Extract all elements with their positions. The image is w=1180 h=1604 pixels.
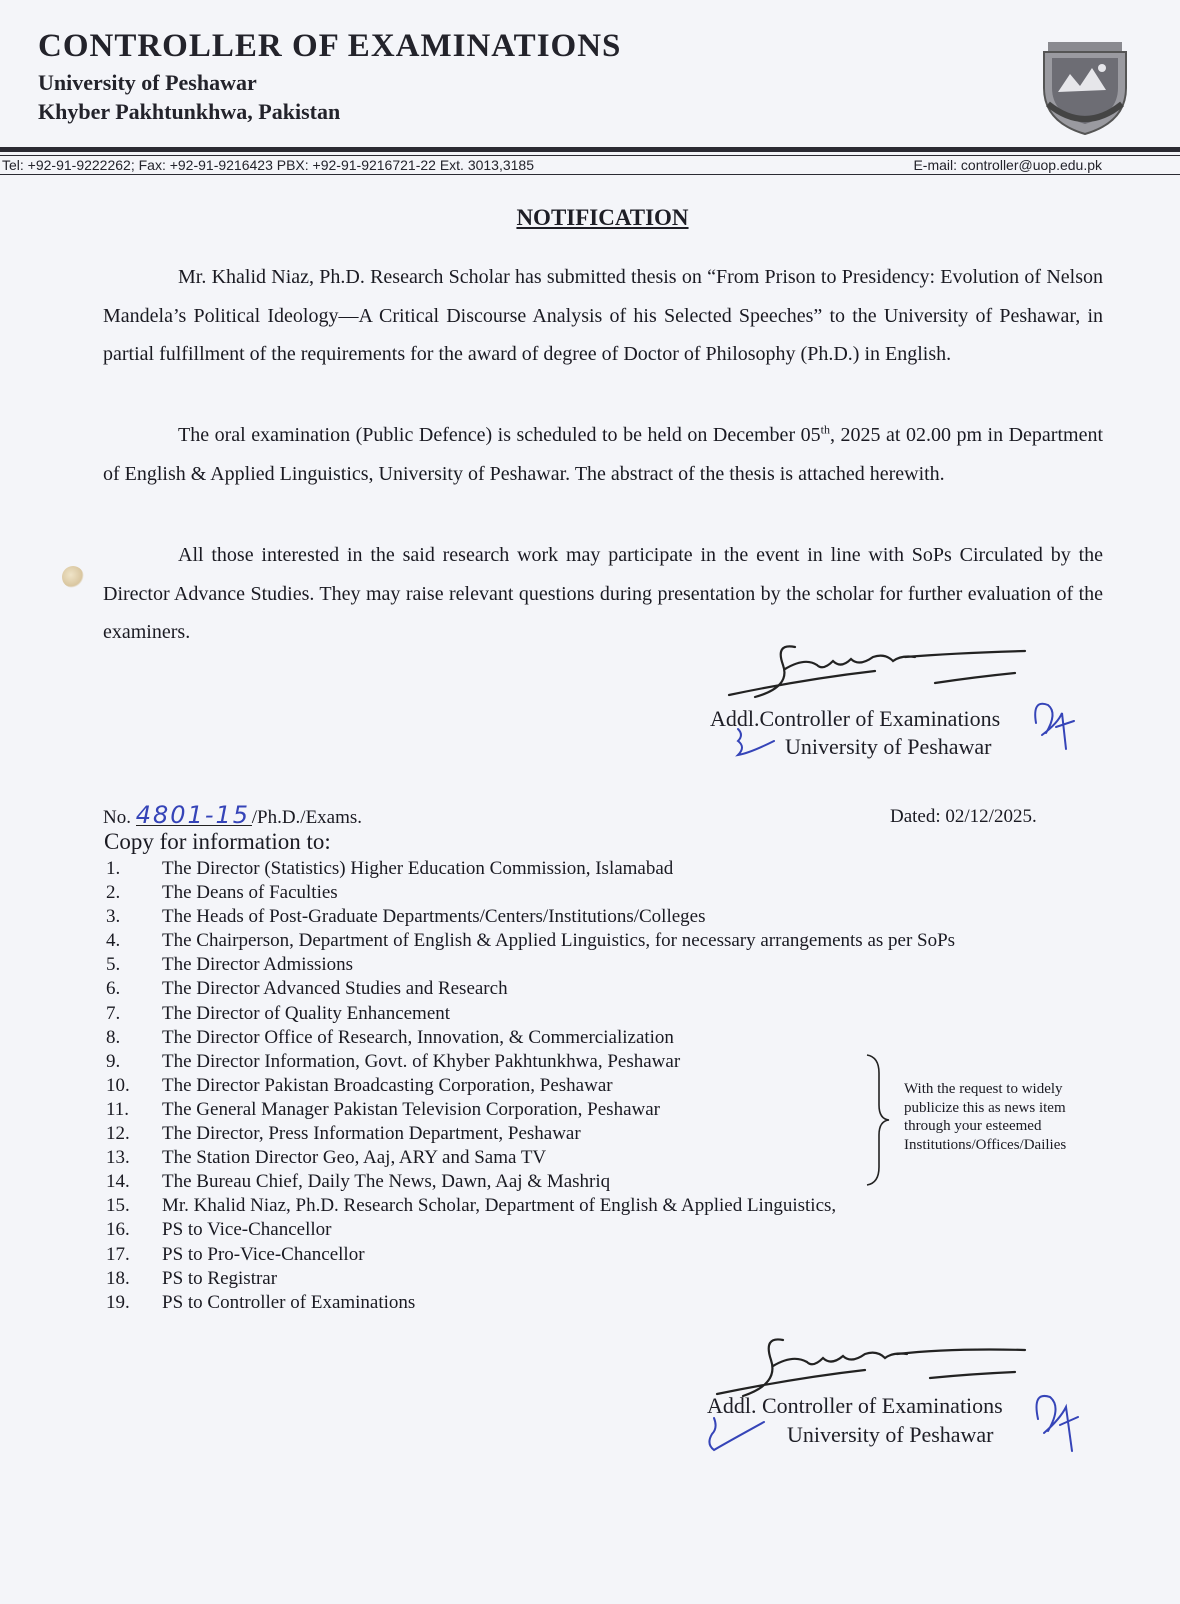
paragraph-thesis — [103, 258, 1103, 374]
date-line: Dated: 02/12/2025. — [890, 806, 1037, 827]
paragraph-thesis-text: Mr. Khalid Niaz, Ph.D. Research Scholar has submitted thesis on “From Prison to Presidency: Evolution of Nelson Mandela’s Political Ideology—A Critical Discourse Analysis of his Selected Speeches” to the University of Peshawar, in partial fulfillment of the requirements for the award of degree of Doctor of Philosophy (Ph.D.) in English. — [103, 266, 1103, 365]
copy-item-number: 6. — [106, 978, 121, 1000]
paragraph-defence-text-b: , 2025 at 02.00 pm in Department of English & Applied Linguistics, University of Peshawar. The abstract of the thesis is attached herewith. — [103, 424, 1104, 485]
copy-item-text: The Station Director Geo, Aaj, ARY and Sama TV — [162, 1147, 547, 1169]
signature-1-institution: University of Peshawar — [785, 734, 992, 759]
right-brace-icon — [865, 1053, 891, 1187]
copy-item-text: The Director Pakistan Broadcasting Corporation, Peshawar — [162, 1074, 613, 1096]
copy-item-number: 2. — [106, 882, 121, 904]
copy-item-text: The Director Admissions — [162, 954, 354, 976]
copy-list-item — [106, 977, 955, 1001]
copy-list-item — [106, 1243, 955, 1267]
copy-list-item — [106, 1170, 955, 1194]
copy-list-item — [106, 929, 955, 953]
copy-item-text: The Director (Statistics) Higher Education Commission, Islamabad — [162, 858, 674, 879]
reference-prefix: No. — [103, 807, 131, 828]
reference-suffix: /Ph.D./Exams. — [251, 807, 363, 828]
copy-item-number: 15. — [106, 1195, 130, 1217]
copy-item-number: 19. — [106, 1291, 130, 1313]
copy-item-text: PS to Registrar — [162, 1267, 278, 1289]
paragraph-defence-text-a: The oral examination (Public Defence) is scheduled to be held on December 05 — [178, 424, 821, 446]
copy-list-item — [106, 1002, 955, 1026]
province-country: Khyber Pakhtunkhwa, Pakistan — [38, 99, 341, 124]
header-rule-thick — [0, 147, 1180, 152]
copy-item-text: The Director Information, Govt. of Khyber Pakhtunkhwa, Peshawar — [162, 1050, 681, 1072]
paper-stain — [62, 566, 84, 588]
copy-item-text: The Director of Quality Enhancement — [162, 1002, 451, 1024]
copy-list-item — [106, 1267, 955, 1291]
copy-item-number: 10. — [106, 1074, 130, 1096]
copy-list — [106, 857, 955, 1315]
copy-list-item — [106, 881, 955, 905]
copy-item-number: 13. — [106, 1147, 130, 1169]
header-rule-thin — [0, 155, 1180, 156]
date-ordinal: th — [820, 422, 830, 437]
pen-mark-2-icon — [700, 1414, 770, 1464]
copy-item-text: The Chairperson, Department of English & Applied Linguistics, for necessary arrangements as per SoPs — [162, 930, 956, 952]
copy-item-number: 8. — [106, 1026, 121, 1048]
copy-list-item — [106, 1194, 955, 1218]
reference-number — [103, 801, 363, 829]
copy-item-number: 17. — [106, 1243, 130, 1265]
initials-2-icon — [1030, 1385, 1082, 1455]
university-crest-icon — [1040, 34, 1130, 138]
copy-list-item — [106, 1291, 955, 1315]
copy-list-item — [106, 1050, 955, 1074]
copy-list-item — [106, 905, 955, 929]
copy-list-item — [106, 1146, 955, 1170]
copy-item-number: 11. — [106, 1098, 130, 1120]
copy-item-text: The Director Advanced Studies and Research — [162, 978, 508, 1000]
copy-list-item — [106, 1098, 955, 1122]
paragraph-participation-text: All those interested in the said research work may participate in the event in line with SoPs Circulated by the Director Advance Studies. They may raise relevant questions during presentation by the scholar for further evaluation of the examiners. — [103, 544, 1103, 643]
contact-phones: Tel: +92-91-9222262; Fax: +92-91-9216423 PBX: +92-91-9216721-22 Ext. 3013,3185 — [2, 157, 535, 173]
copy-item-text: PS to Controller of Examinations — [162, 1291, 416, 1313]
copy-item-number: 12. — [106, 1123, 130, 1145]
contact-email: E-mail: controller@uop.edu.pk — [913, 157, 1102, 173]
copy-item-text: The Bureau Chief, Daily The News, Dawn, Aaj & Mashriq — [162, 1171, 611, 1193]
copy-item-number: 4. — [106, 930, 121, 952]
copy-item-number: 3. — [106, 906, 121, 928]
copy-item-number: 7. — [106, 1002, 121, 1024]
copy-item-text: PS to Vice-Chancellor — [162, 1219, 332, 1241]
signature-1-role: Addl.Controller of Examinations — [710, 706, 1001, 731]
copy-item-text: The Director Office of Research, Innovation, & Commercialization — [162, 1026, 674, 1048]
copy-item-text: The General Manager Pakistan Television Corporation, Peshawar — [162, 1098, 660, 1120]
signature-1-icon — [725, 635, 1035, 710]
copy-list-item — [106, 1074, 955, 1098]
brace-note: With the request to widely publicize this as news item through your esteemed Institutions/Offices/Dailies — [904, 1081, 1067, 1153]
paragraph-defence — [103, 416, 1103, 493]
copy-item-number: 1. — [106, 858, 121, 879]
university-name: University of Peshawar — [38, 70, 257, 95]
copy-item-number: 16. — [106, 1219, 130, 1241]
reference-handwritten-number: 4801-15 — [135, 801, 251, 829]
copy-list-item — [106, 1122, 955, 1146]
signature-2-role: Addl. Controller of Examinations — [707, 1393, 1003, 1418]
copy-list-item — [106, 1026, 955, 1050]
header-rule-bottom — [0, 174, 1180, 175]
copy-item-text: Mr. Khalid Niaz, Ph.D. Research Scholar, Department of English & Applied Linguistics, — [162, 1195, 837, 1217]
signature-2-institution: University of Peshawar — [787, 1422, 994, 1447]
copy-item-number: 9. — [106, 1050, 121, 1072]
pen-mark-1-icon — [730, 725, 780, 770]
notification-heading: NOTIFICATION — [516, 205, 689, 230]
copy-item-number: 14. — [106, 1171, 130, 1193]
copy-item-number: 18. — [106, 1267, 130, 1289]
copy-item-text: The Director, Press Information Department, Peshawar — [162, 1123, 581, 1145]
copy-heading: Copy for information to: — [104, 829, 331, 854]
office-title: CONTROLLER OF EXAMINATIONS — [38, 28, 622, 64]
copy-list-item — [106, 1218, 955, 1242]
copy-item-number: 5. — [106, 954, 121, 976]
copy-item-text: The Heads of Post-Graduate Departments/Centers/Institutions/Colleges — [162, 906, 706, 928]
copy-list-item — [106, 953, 955, 977]
copy-item-text: The Deans of Faculties — [162, 882, 338, 904]
copy-list-item — [106, 857, 955, 881]
initials-1-icon — [1028, 693, 1078, 753]
copy-item-text: PS to Pro-Vice-Chancellor — [162, 1243, 365, 1265]
